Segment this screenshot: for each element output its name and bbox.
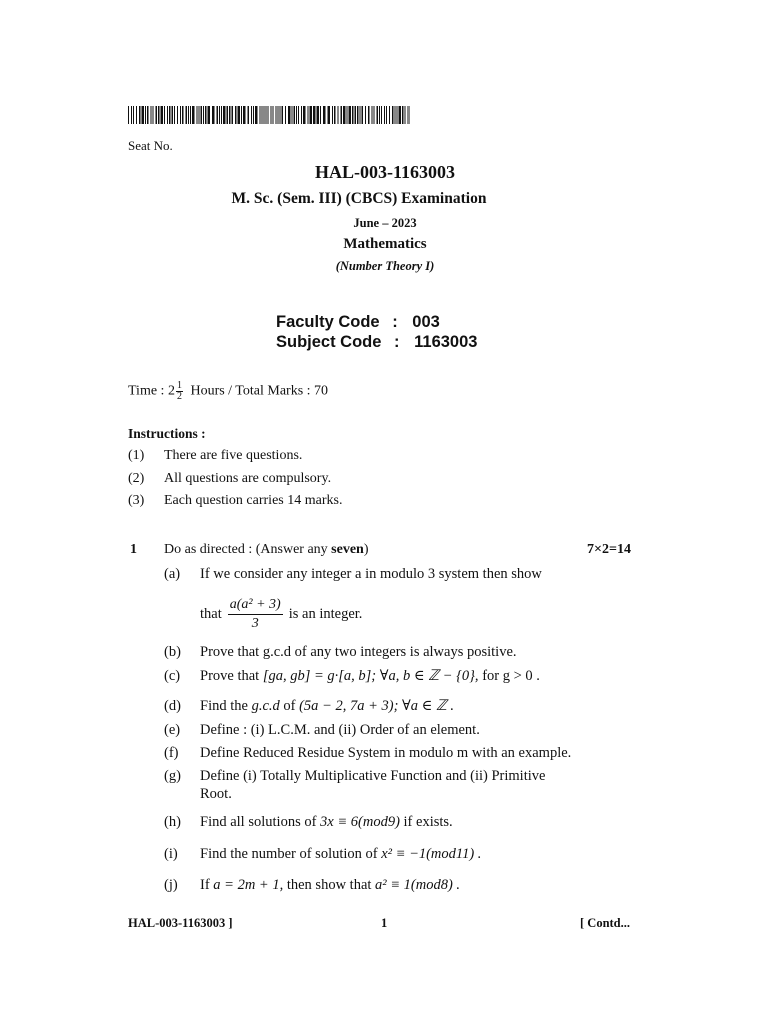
instruction-text: All questions are compulsory. xyxy=(164,471,332,486)
item-label: (h) xyxy=(164,814,181,830)
time-frac-den: 2 xyxy=(176,391,182,402)
question-item-g xyxy=(164,768,545,785)
instruction-num: (1) xyxy=(128,448,145,463)
directive-close: ) xyxy=(363,542,369,557)
item-math: [ga, gb] = g·[a, b]; ∀a, b ∈ ℤ − {0}, xyxy=(262,668,479,684)
item-text: Find all solutions of xyxy=(200,814,317,830)
faculty-code-sep: : xyxy=(392,313,398,331)
item-math: a² ≡ 1(mod8) . xyxy=(375,877,461,893)
fraction-denominator: 3 xyxy=(251,616,259,631)
footer-continued: [ Contd... xyxy=(580,916,631,930)
item-math: 3x ≡ 6(mod9) xyxy=(320,814,400,830)
question-number: 1 xyxy=(130,542,137,557)
question-item-i xyxy=(164,846,481,863)
item-text: then show that xyxy=(286,877,372,893)
subject-code-sep: : xyxy=(394,333,400,351)
item-text: if exists. xyxy=(403,814,453,830)
instruction-text: Each question carries 14 marks. xyxy=(164,493,343,508)
seat-number-label: Seat No. xyxy=(128,138,173,153)
fraction-numerator: a(a² + 3) xyxy=(228,596,283,615)
item-text: Define (i) Totally Multiplicative Function and (ii) Primitive xyxy=(200,768,546,784)
item-label: (i) xyxy=(164,846,178,862)
question-item-e xyxy=(164,722,480,739)
item-label: (g) xyxy=(164,768,181,784)
item-math: (5a − 2, 7a + 3); ∀a ∈ ℤ . xyxy=(299,698,455,714)
question-item-c xyxy=(164,668,540,685)
item-text: If xyxy=(200,877,210,893)
footer-page-number: 1 xyxy=(381,916,388,930)
exam-title: M. Sc. (Sem. III) (CBCS) Examination xyxy=(231,190,487,207)
instruction-item xyxy=(128,493,342,509)
time-fraction xyxy=(176,381,183,402)
item-math: g.c.d xyxy=(251,698,280,714)
paper-subtitle: (Number Theory I) xyxy=(335,259,435,273)
question-item-g-cont: Root. xyxy=(200,786,232,802)
item-text: of xyxy=(283,698,296,714)
subject-code-line xyxy=(276,333,477,352)
item-label: (d) xyxy=(164,698,181,714)
instruction-num: (2) xyxy=(128,471,145,486)
time-prefix: Time : 2 xyxy=(128,383,175,399)
faculty-code-line xyxy=(276,313,440,332)
item-text: that xyxy=(200,605,222,622)
item-math: x² ≡ −1(mod11) . xyxy=(381,846,482,862)
question-item-j xyxy=(164,877,460,894)
item-text: Prove that g.c.d of any two integers is always positive. xyxy=(200,644,517,660)
subject-code-value: 1163003 xyxy=(414,333,478,351)
paper-code-title: HAL-003-1163003 xyxy=(314,162,455,182)
item-label: (b) xyxy=(164,644,181,660)
item-text: Find the number of solution of xyxy=(200,846,378,862)
item-fraction xyxy=(228,596,283,633)
faculty-code-value: 003 xyxy=(412,313,440,331)
question-item-a-cont xyxy=(200,596,362,633)
question-directive xyxy=(164,542,369,558)
question-item-a xyxy=(164,566,542,583)
instruction-item xyxy=(128,448,302,464)
item-label: (a) xyxy=(164,566,181,582)
item-math: a = 2m + 1, xyxy=(213,877,284,893)
item-text: Define : (i) L.C.M. and (ii) Order of an element. xyxy=(200,722,480,738)
footer-paper-code: HAL-003-1163003 ] xyxy=(128,916,233,930)
item-text: Prove that xyxy=(200,668,260,684)
time-suffix: Hours / Total Marks : 70 xyxy=(190,383,329,399)
time-frac-num: 1 xyxy=(176,380,182,391)
item-text: If we consider any integer a in modulo 3 system then show xyxy=(200,566,542,582)
item-text: for g > 0 . xyxy=(482,668,540,684)
exam-session: June – 2023 xyxy=(353,216,417,230)
instruction-text: There are five questions. xyxy=(164,448,303,463)
item-text: Find the xyxy=(200,698,248,714)
item-label: (j) xyxy=(164,877,178,893)
item-label: (f) xyxy=(164,745,179,761)
instructions-heading: Instructions : xyxy=(128,426,206,441)
subject-title: Mathematics xyxy=(343,236,427,252)
barcode-image xyxy=(128,106,410,128)
subject-code-label: Subject Code xyxy=(276,333,382,351)
question-item-h xyxy=(164,814,453,831)
directive-text: Do as directed : (Answer any xyxy=(164,542,332,557)
item-label: (c) xyxy=(164,668,181,684)
instruction-num: (3) xyxy=(128,493,145,508)
time-marks-line xyxy=(128,381,328,402)
item-text: is an integer. xyxy=(288,605,363,622)
question-item-d xyxy=(164,698,454,715)
question-item-b xyxy=(164,644,517,661)
question-item-f xyxy=(164,745,571,762)
item-label: (e) xyxy=(164,722,181,738)
question-marks: 7×2=14 xyxy=(587,542,631,557)
faculty-code-label: Faculty Code xyxy=(276,313,380,331)
directive-bold: seven xyxy=(331,542,364,557)
instruction-item xyxy=(128,471,331,487)
item-text: Define Reduced Residue System in modulo m with an example. xyxy=(200,745,572,761)
